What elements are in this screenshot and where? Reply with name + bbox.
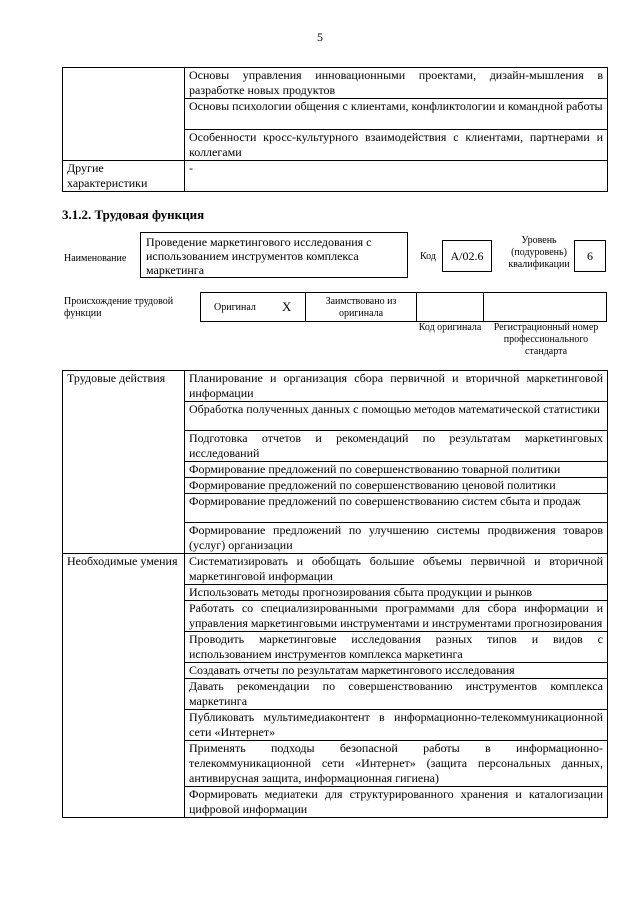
page-number: 5 bbox=[317, 30, 323, 44]
table-row: Формирование предложений по совершенствованию товарной политики bbox=[185, 462, 608, 478]
table-row: Создавать отчеты по результатам маркетингового исследования bbox=[185, 663, 608, 679]
table-row: Формирование предложений по совершенствованию ценовой политики bbox=[185, 478, 608, 494]
table-row: Планирование и организация сбора первичной и вторичной маркетинговой информации bbox=[185, 371, 608, 402]
table-row: Давать рекомендации по совершенствованию инструментов комплекса маркетинга bbox=[185, 679, 608, 710]
table-label: Другие характеристики bbox=[63, 161, 185, 192]
table-row: Работать со специализированными программами для сбора информации и управления маркетинговыми инструментами и инструментами прогнозирования bbox=[185, 601, 608, 632]
table-row: Подготовка отчетов и рекомендаций по результатам маркетинговых исследований bbox=[185, 431, 608, 462]
table-row: Формирование предложений по совершенствованию систем сбыта и продаж bbox=[185, 494, 608, 523]
section-title: 3.1.2. Трудовая функция bbox=[62, 207, 205, 222]
code-original-caption: Код оригинала bbox=[418, 322, 482, 333]
table-row: - bbox=[185, 161, 608, 192]
origin-label: Происхождение трудовой функции bbox=[64, 296, 174, 319]
original-mark: X bbox=[282, 299, 292, 314]
table-row: Применять подходы безопасной работы в информационно-телекоммуникационной сети «Интернет» (защита персональных данных, антивирусная защита, информационная гигиена) bbox=[185, 741, 608, 787]
table-row: Формировать медиатеки для структурированного хранения и каталогизации цифровой информации bbox=[185, 787, 608, 818]
function-code: A/02.6 bbox=[442, 240, 492, 272]
level-label: Уровень (подуровень) квалификации bbox=[508, 235, 570, 270]
reg-number-box bbox=[483, 292, 607, 322]
level-value: 6 bbox=[574, 240, 606, 272]
table-label-empty bbox=[63, 68, 185, 161]
table-row: Формирование предложений по улучшению системы продвижения товаров (услуг) организации bbox=[185, 523, 608, 554]
table-row: Систематизировать и обобщать большие объемы первичной и вторичной маркетинговой информации bbox=[185, 554, 608, 585]
code-label: Код bbox=[420, 251, 436, 262]
table-row: Проводить маркетинговые исследования разных типов и видов с использованием инструментов комплекса маркетинга bbox=[185, 632, 608, 663]
table-row: Особенности кросс-культурного взаимодействия с клиентами, партнерами и коллегами bbox=[185, 130, 608, 161]
table-row: Основы психологии общения с клиентами, конфликтологии и командной работы bbox=[185, 99, 608, 130]
knowledge-table bbox=[62, 67, 608, 192]
function-name: Проведение маркетингового исследования с использованием инструментов комплекса маркетинга bbox=[140, 232, 408, 278]
reg-number-caption: Регистрационный номер профессионального стандарта bbox=[493, 322, 599, 357]
code-original-box bbox=[416, 292, 484, 322]
table-row: Публиковать мультимедиаконтент в информационно-телекоммуникационной сети «Интернет» bbox=[185, 710, 608, 741]
borrowed-label: Заимствовано из оригинала bbox=[325, 296, 397, 319]
function-table bbox=[62, 370, 608, 818]
skills-label: Необходимые умения bbox=[63, 554, 185, 818]
name-label: Наименование bbox=[64, 253, 127, 264]
table-row: Использовать методы прогнозирования сбыта продукции и рынков bbox=[185, 585, 608, 601]
table-row: Обработка полученных данных с помощью методов математической статистики bbox=[185, 402, 608, 431]
table-row: Основы управления инновационными проектами, дизайн-мышления в разработке новых продуктов bbox=[185, 68, 608, 99]
actions-label: Трудовые действия bbox=[63, 371, 185, 554]
original-label: Оригинал bbox=[214, 302, 256, 313]
